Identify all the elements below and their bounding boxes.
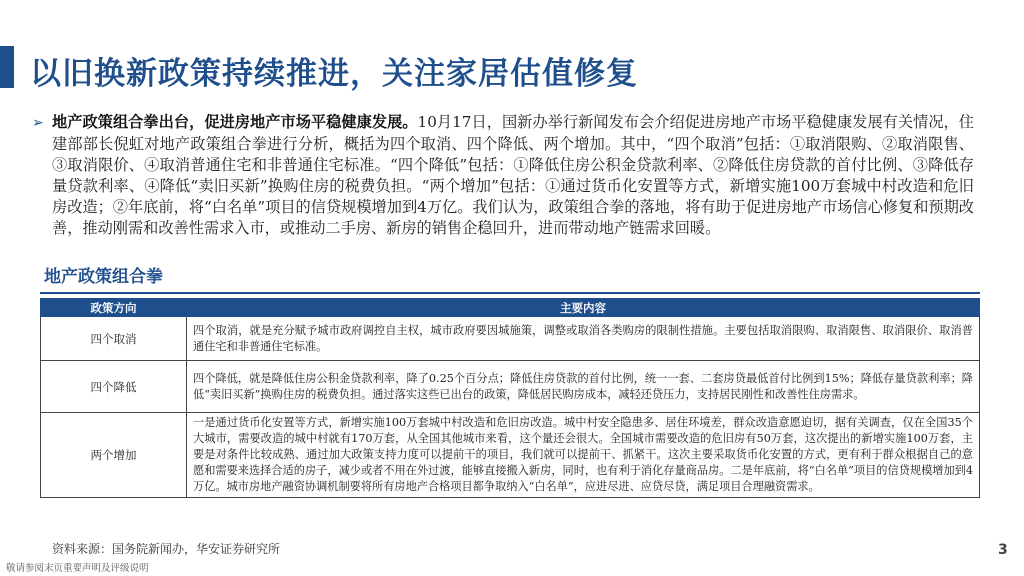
table-header-row bbox=[41, 299, 980, 317]
page-number: 3 bbox=[998, 542, 1008, 558]
arrow-bullet-icon: ➢ bbox=[32, 115, 44, 131]
table-row bbox=[41, 361, 980, 413]
row-direction: 两个增加 bbox=[41, 413, 187, 498]
row-content: 四个取消，就是充分赋予城市政府调控自主权，城市政府要因城施策，调整或取消各类购房的限制性措施。主要包括取消限购、取消限售、取消限价、取消普通住宅和非普通住宅标准。 bbox=[187, 317, 980, 361]
table-row bbox=[41, 413, 980, 498]
table-title-divider bbox=[40, 292, 980, 294]
source-note: 资料来源：国务院新闻办，华安证券研究所 bbox=[52, 542, 281, 556]
body-text: 10月17日，国新办举行新闻发布会介绍促进房地产市场平稳健康发展有关情况，住建部部长倪虹对地产政策组合拳进行分析，概括为四个取消、四个降低、两个增加。其中，“四个取消”包括：①取消限购、②取消限售、③取消限价、④取消普通住宅和非普通住宅标准。“四个降低”包括：①降低住房公积金贷款利率、②降低住房贷款的首付比例、③降低存量贷款利率、④降低“卖旧买新”换购住房的税费负担。“两个增加”包括：①通过货币化安置等方式，新增实施100万套城中村改造和危旧房改造；②年底前，将“白名单”项目的信贷规模增加到4万亿。我们认为，政策组合拳的落地，将有助于促进房地产市场信心修复和预期改善，推动刚需和改善性需求入市，或推动二手房、新房的销售企稳回升，进而带动地产链需求回暖。 bbox=[52, 113, 974, 237]
table-title: 地产政策组合拳 bbox=[44, 267, 163, 287]
table-row bbox=[41, 317, 980, 361]
body-paragraph bbox=[32, 112, 974, 239]
row-content: 一是通过货币化安置等方式，新增实施100万套城中村改造和危旧房改造。城中村安全隐患多、居住环境差，群众改造意愿迫切，据有关调查，仅在全国35个大城市，需要改造的城中村就有170万套，从全国其他城市来看，这个量还会很大。全国城市需要改造的危旧房有50万套，这次提出的新增实施100万套，主要是对条件比较成熟、通过加大政策支持力度可以提前干的项目，我们就可以提前干、抓紧干。这次主要采取货币化安置的方式，更有利于群众根据自己的意愿和需要来选择合适的房子，减少或者不用在外过渡，能够直接搬入新房，同时，也有利于消化存量商品房。二是年底前，将“白名单”项目的信贷规模增加到4万亿。城市房地产融资协调机制要将所有房地产合格项目都争取纳入“白名单”，应进尽进、应贷尽贷，满足项目合理融资需求。 bbox=[187, 413, 980, 498]
disclaimer: 敬请参阅末页重要声明及评级说明 bbox=[6, 563, 149, 574]
row-direction: 四个降低 bbox=[41, 361, 187, 413]
header-direction: 政策方向 bbox=[41, 299, 187, 317]
header-content: 主要内容 bbox=[187, 299, 980, 317]
title-accent-bar bbox=[0, 46, 14, 88]
row-content: 四个降低，就是降低住房公积金贷款利率，降了0.25个百分点；降低住房贷款的首付比例，统一一套、二套房贷最低首付比例到15%；降低存量贷款利率；降低“卖旧买新”换购住房的税费负担。通过落实这些已出台的政策，降低居民购房成本，减轻还贷压力，支持居民刚性和改善性住房需求。 bbox=[187, 361, 980, 413]
page-title: 以旧换新政策持续推进，关注家居估值修复 bbox=[30, 56, 638, 92]
policy-table bbox=[40, 298, 980, 498]
body-lead: 地产政策组合拳出台，促进房地产市场平稳健康发展。 bbox=[52, 113, 418, 131]
row-direction: 四个取消 bbox=[41, 317, 187, 361]
